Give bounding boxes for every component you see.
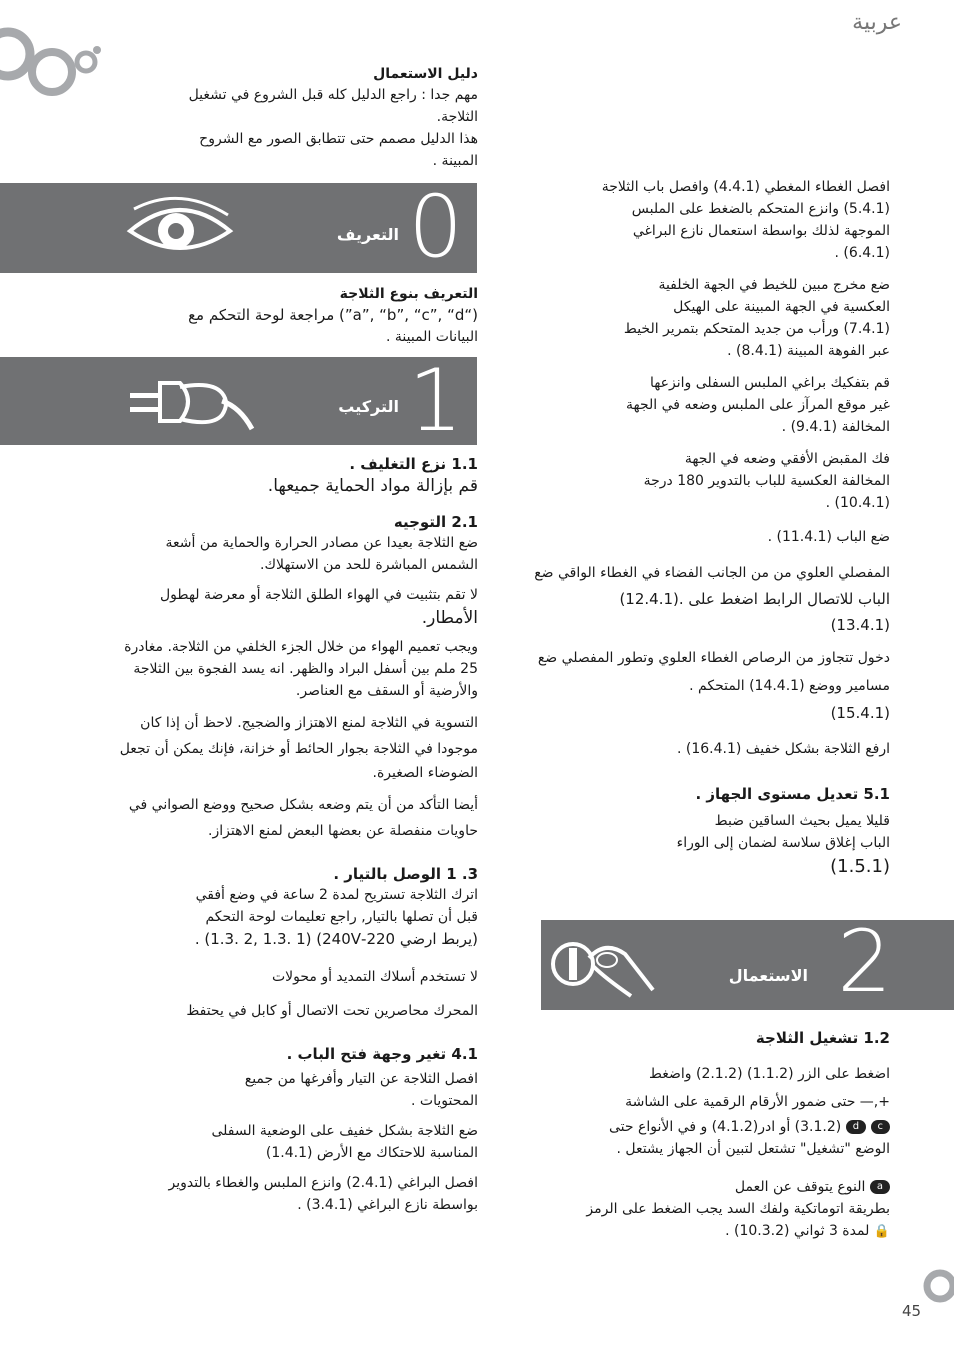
s12-line: بطريقة اتوماتكية ولفك السد يجب الضغط على الرمز	[586, 1201, 890, 1217]
step-line: (10.4.1) .	[825, 495, 890, 511]
s31-line: المحرك محاصرين تحت الاتصال أو كابل في يحتفظ	[186, 1003, 478, 1019]
section-1-band	[0, 351, 477, 451]
s31-line: لا تستخدم أسلاك التمديد أو محولات	[271, 969, 478, 985]
step-line: ضع مخرج مبين للخيط في الجهة الخلفية	[658, 277, 890, 293]
step-line: غير موقع المرآز على الملبس وضعه في الجهة	[626, 397, 890, 413]
s21-line: موجودا في الثلاجة بجوار الحائط أو خزانة، فإنك يمكن أن تجعل	[119, 741, 478, 757]
section-2-title: الاستعمال	[728, 966, 808, 985]
step-line: المفصلي العلوي من من الجانب الفضاء في الغطاء الواقي ضع	[534, 565, 890, 581]
step-line: ضع الباب (11.4.1) .	[767, 529, 890, 545]
finger-press-icon	[545, 930, 655, 1002]
s31-line: قبل أن تصلها بالتيار, راجع تعليمات لوحة التحكم	[205, 909, 478, 925]
s21-line: التسوية في الثلاجة لمنع الاهتزاز والضجيج. لاحظ أن إذا كان	[140, 715, 478, 731]
s31-line: اترك الثلاجة تستريح لمدة 2 ساعة في وضع أفقي	[195, 887, 478, 903]
s12-line	[490, 1176, 890, 1198]
s12-heading: 1.2 تشغيل الثلاجة	[755, 1029, 890, 1047]
section-1-text	[68, 454, 478, 1216]
s12-line: +,— حتى ضمور الأرقام الرقمية على الشاشة	[625, 1094, 890, 1110]
s21-line: الضوضاء الصغيرة.	[372, 765, 478, 781]
section-0-line: (“a”, “b”, “c”, “d”) مراجعة لوحة التحكم مع	[188, 306, 478, 324]
step-line: (13.4.1)	[830, 616, 890, 634]
step-line: (15.4.1)	[830, 704, 890, 722]
badge-c: c	[871, 1120, 891, 1134]
s21-line: الشمس المباشرة للحد من الاستهلاك.	[260, 557, 478, 573]
plug-icon	[126, 371, 256, 433]
intro-title: دليل الاستعمال	[373, 66, 478, 82]
s12-line	[490, 1116, 890, 1138]
section-2-band	[541, 912, 954, 1012]
s41-line: ضع الثلاجة بشكل خفيف على الوضعية السفلى	[211, 1123, 478, 1139]
brand-logo	[0, 20, 110, 110]
s12-line	[490, 1220, 890, 1243]
s51-line: (1.5.1)	[830, 856, 890, 877]
s41-line: افصل البراغي (2.4.1) وانزع الملبس والغطاء بالتدوير	[168, 1175, 478, 1191]
section-0-text	[118, 284, 478, 348]
step-line: العكسية في الجهة المبينة على الهيكل	[673, 299, 890, 315]
section-0-heading: التعريف بنوع الثلاجة	[339, 286, 478, 302]
page-number: 45	[902, 1302, 922, 1320]
s41-line: افصل الثلاجة عن التيار وأفرغها من جميع	[244, 1071, 478, 1087]
intro-line: المبينة .	[432, 153, 478, 169]
section-0-number: 0	[408, 177, 463, 277]
s21-line: حاويات منفصلة عن بعضها البعض لمنع الاهتزاز.	[208, 823, 478, 839]
section-0-line: البيانات المبينة .	[386, 329, 478, 345]
section-1-title: التركيب	[338, 397, 399, 416]
s12-line: الوضع "تشغيل" تشتعل لتبين أن الجهاز يشتعل .	[616, 1141, 890, 1157]
step-line: ارفع الثلاجة بشكل خفيف (16.4.1) .	[676, 741, 890, 757]
section-2-number: 2	[837, 912, 892, 1012]
s12-line: اضغط على الزر (1.1.2) (2.1.2) واضغط	[648, 1066, 890, 1082]
intro-block	[158, 64, 478, 172]
s21-line: ضع الثلاجة بعيدا عن مصادر الحرارة والحماية من أشعة	[165, 535, 478, 551]
step-line: (5.4.1) وانزع المتحكم بالضغط على الملبس	[631, 201, 890, 217]
step-line: دخول تتجاوز من الرصاص الغطاء العلوي وتطور المفصلي ضع	[537, 650, 890, 666]
step-line: افصل الغطاء المغطي (4.4.1) وافصل باب الثلاجة	[601, 179, 890, 195]
s51-line: الباب إغلاق سلاسة لضمان إلى الوراء	[676, 835, 890, 851]
section-0-title: التعريف	[336, 225, 399, 244]
s31-line: (يربط ارضي 220-240V) (1.3. 2, 1.3. 1) .	[194, 930, 478, 948]
badge-a: a	[870, 1180, 890, 1194]
right-column-text	[500, 176, 890, 880]
s21-heading: 2.1 التوجيه	[393, 513, 478, 531]
s31-heading: 3. 1 الوصل بالتيار .	[333, 865, 478, 883]
step-line: مسامير ووضع (14.4.1) المتحكم .	[689, 678, 890, 694]
eye-icon	[124, 195, 236, 261]
s21-line: والأرضية أو السقف مع العناصر.	[295, 683, 478, 699]
s11-heading: 1.1 نزع التغليف .	[349, 455, 478, 473]
intro-line: هذا الدليل مصمم حتى تتطابق الصور مع الشروح	[199, 131, 478, 147]
intro-line: مهم جدا : راجع الدليل كله قبل الشروع في تشغيل	[188, 87, 478, 103]
step-line: عبر الفوهة المبينة (8.4.1) .	[727, 343, 890, 359]
s21-line: أيضا التأكد من أن يتم وضعه بشكل صحيح ووضع الصواني في	[128, 797, 478, 813]
step-line: قم بتفكيك براغي الملبس السفلى وانزعها	[649, 375, 890, 391]
s51-line: قليلا يميل بحيث الساقين ضبط	[714, 813, 890, 829]
s21-line: الأمطار.	[421, 608, 478, 628]
s12-line-text: النوع يتوقف عن العمل	[734, 1179, 866, 1195]
step-line: الموجهة لذلك بواسطة استعمال نازع البراغي	[632, 223, 890, 239]
step-line: (7.4.1) ورأب من جديد المتحكم بتمرير الخيط	[623, 321, 890, 337]
section-0-band	[0, 177, 477, 277]
step-line: (6.4.1) .	[834, 245, 890, 261]
lock-icon: 🔒	[873, 1224, 890, 1239]
section-2-text	[490, 1028, 890, 1243]
s41-line: المناسبة للاحتكاك مع الأرض (1.4.1)	[265, 1145, 478, 1161]
s11-text: قم بإزالة مواد الحماية جميعها.	[267, 476, 478, 496]
s21-line: 25 ملم بين أسفل البراد والظهر. انه يسد الفجوة بين الثلاجة	[133, 661, 478, 677]
step-line: المخالفة (9.4.1) .	[781, 419, 890, 435]
s21-line: لا تقم بتثبيت في الهواء الطلق الثلاجة أو معرضة لهطول	[159, 587, 478, 603]
intro-line: الثلاجة.	[436, 109, 478, 125]
s12-line-text: لمدة 3 ثواني (10.3.2) .	[725, 1223, 870, 1239]
language-label: عربية	[852, 10, 902, 35]
step-line: المخالفة العكسية للباب بالتدوير 180 درجة	[643, 473, 890, 489]
s41-line: المحتويات .	[411, 1093, 478, 1109]
step-line: فك المقبض الأفقي وضعه في الجهة	[684, 451, 890, 467]
s12-line-text: (3.1.2) أو ادر(4.1.2) و في الأنواع حتى	[608, 1119, 842, 1135]
brand-circle-icon	[918, 1266, 954, 1306]
step-line: الباب للاتصال الرابط اضغط على .(12.4.1)	[619, 590, 890, 608]
s41-line: بواسطة نازع البراغي (3.4.1) .	[297, 1197, 478, 1213]
badge-d: d	[846, 1120, 866, 1134]
s41-heading: 4.1 تغير وجهة فتح الباب .	[286, 1045, 478, 1063]
section-1-number: 1	[408, 351, 463, 451]
s51-heading: 5.1 تعديل مستوى الجهاز .	[695, 785, 890, 803]
s21-line: ويجب تعميم الهواء من خلال الجزء الخلفي من الثلاجة. مغادرة	[124, 639, 478, 655]
